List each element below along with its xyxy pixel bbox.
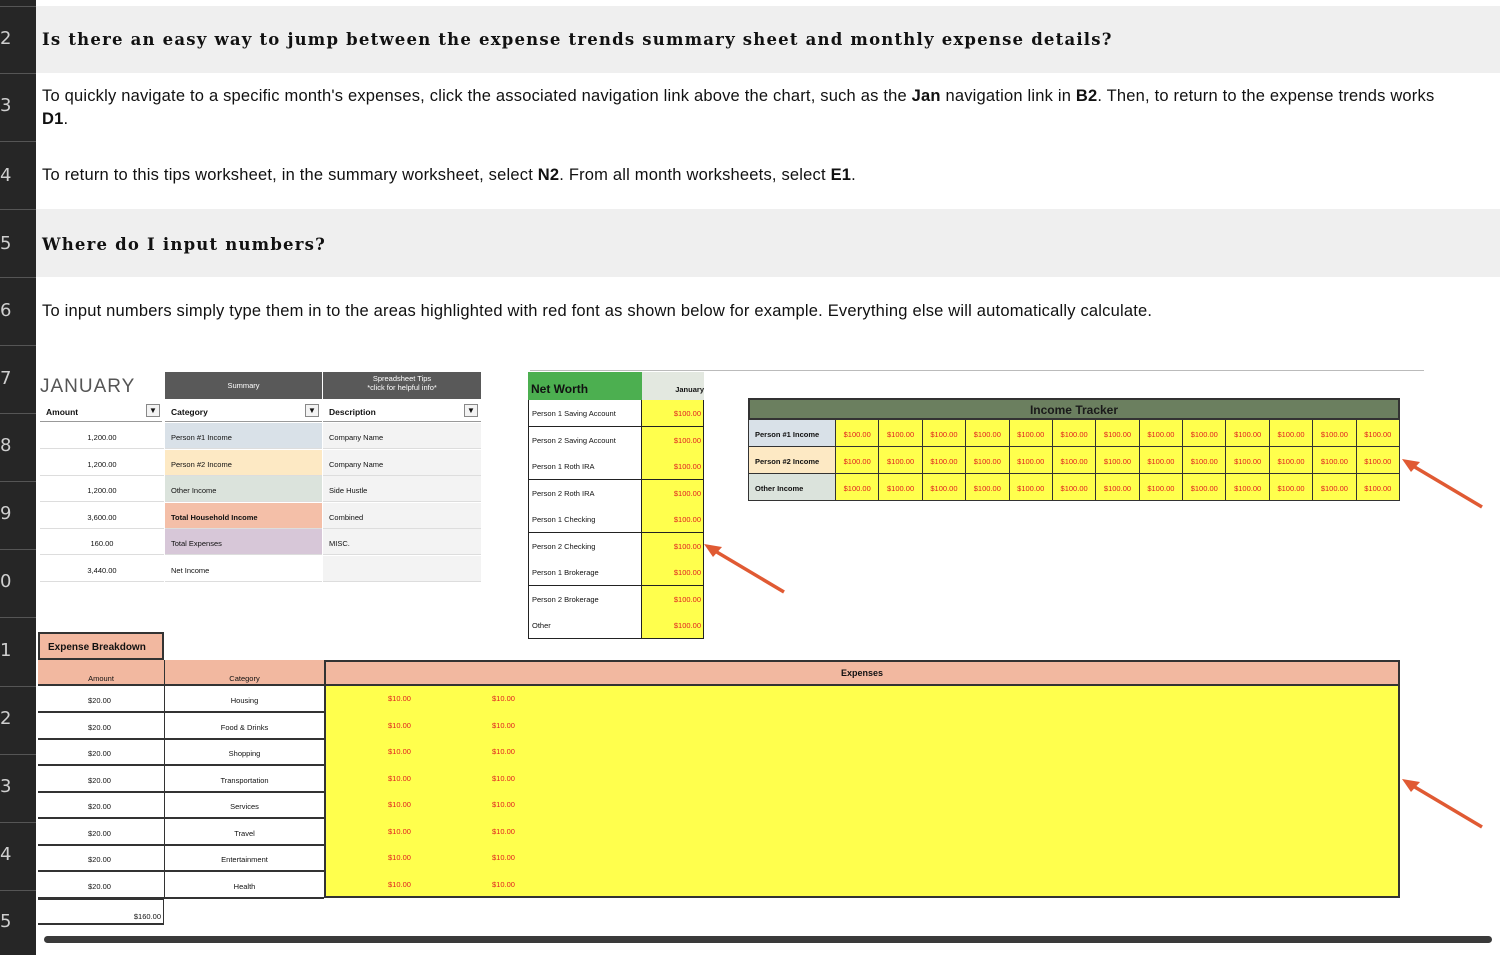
expense-value-input[interactable]: $10.00 <box>388 694 411 703</box>
expense-amount-cell: $20.00 <box>38 739 164 766</box>
faq-answer-navigation: To quickly navigate to a specific month's expenses, click the associated navigation link above the chart, such as the Jan navigation link in B2. Then, to return to the expense trends works <box>42 87 1435 105</box>
net-worth-value-input[interactable]: $100.00 <box>642 506 704 533</box>
row-number[interactable]: 5 <box>0 233 12 254</box>
income-tracker-value-input[interactable]: $100.00 <box>1270 447 1313 474</box>
row-number[interactable]: 5 <box>0 911 12 932</box>
january-description-cell[interactable]: Side Hustle <box>323 476 481 502</box>
january-description-cell[interactable]: Company Name <box>323 423 481 449</box>
income-tracker-value-input[interactable]: $100.00 <box>836 420 879 447</box>
january-category-cell: Other Income <box>165 476 322 502</box>
january-amount-cell[interactable]: 3,440.00 <box>40 556 164 582</box>
income-tracker-value-input[interactable]: $100.00 <box>966 447 1009 474</box>
expense-value-input[interactable]: $10.00 <box>492 826 515 836</box>
expense-amount-cell: $20.00 <box>38 686 164 713</box>
expense-category-cell: Services <box>164 792 324 819</box>
income-tracker-label: Other Income <box>748 474 836 501</box>
expense-category-cell: Transportation <box>164 766 324 793</box>
row-separator <box>0 277 36 278</box>
net-worth-label: Person 1 Saving Account <box>528 400 642 427</box>
description-column-header: Description <box>323 402 481 422</box>
january-amount-cell[interactable]: 1,200.00 <box>40 476 164 502</box>
row-number[interactable]: 3 <box>0 776 12 797</box>
row-header-column[interactable] <box>0 0 36 955</box>
row-separator <box>0 345 36 346</box>
expense-total: $160.00 <box>38 898 164 925</box>
row-separator <box>0 549 36 550</box>
faq-answer-input: To input numbers simply type them in to the areas highlighted with red font as shown below for example. Everything else will automatically calculate. <box>42 302 1153 320</box>
income-tracker-value-input[interactable]: $100.00 <box>879 420 922 447</box>
spreadsheet-tips-link[interactable]: Spreadsheet Tips *click for helpful info* <box>323 372 481 399</box>
income-tracker-value-input[interactable]: $100.00 <box>1140 474 1183 501</box>
row-separator <box>0 209 36 210</box>
net-worth-label: Person 2 Brokerage <box>528 586 642 613</box>
expense-value-input[interactable]: $10.00 <box>388 773 411 783</box>
net-worth-label: Person 1 Brokerage <box>528 559 642 586</box>
net-worth-value-input[interactable]: $100.00 <box>642 427 704 454</box>
expense-amount-cell: $20.00 <box>38 845 164 872</box>
income-tracker-value-input[interactable]: $100.00 <box>1357 447 1400 474</box>
row-number[interactable]: 6 <box>0 300 12 321</box>
filter-dropdown-icon[interactable]: ▼ <box>464 404 478 417</box>
income-tracker-value-input[interactable]: $100.00 <box>1053 447 1096 474</box>
net-worth-value-input[interactable]: $100.00 <box>642 480 704 507</box>
faq-question-input: Where do I input numbers? <box>42 235 327 254</box>
net-worth-label: Person 2 Saving Account <box>528 427 642 454</box>
net-worth-label: Person 1 Roth IRA <box>528 453 642 480</box>
row-number[interactable]: 4 <box>0 844 12 865</box>
row-number[interactable]: 2 <box>0 708 12 729</box>
row-number[interactable]: 4 <box>0 165 12 186</box>
income-tracker-value-input[interactable]: $100.00 <box>1140 447 1183 474</box>
income-tracker-value-input[interactable]: $100.00 <box>1183 474 1226 501</box>
expense-value-input[interactable]: $10.00 <box>388 826 411 836</box>
row-separator <box>0 890 36 891</box>
expense-category-header: Category <box>164 660 324 686</box>
income-tracker-value-input[interactable]: $100.00 <box>1010 420 1053 447</box>
income-tracker-value-input[interactable]: $100.00 <box>966 474 1009 501</box>
january-amount-cell[interactable]: 1,200.00 <box>40 423 164 449</box>
expense-value-input[interactable]: $10.00 <box>492 747 515 756</box>
net-worth-value-input[interactable]: $100.00 <box>642 400 704 427</box>
row-separator <box>0 822 36 823</box>
income-tracker-value-input[interactable]: $100.00 <box>836 474 879 501</box>
january-category-cell: Person #1 Income <box>165 423 322 449</box>
income-tracker-value-input[interactable]: $100.00 <box>1270 474 1313 501</box>
row-separator <box>0 617 36 618</box>
income-tracker-value-input[interactable]: $100.00 <box>1357 420 1400 447</box>
income-tracker-value-input[interactable]: $100.00 <box>1226 420 1269 447</box>
row-number[interactable]: 2 <box>0 28 12 49</box>
income-tracker-value-input[interactable]: $100.00 <box>1096 420 1139 447</box>
faq-question-navigation: Is there an easy way to jump between the expense trends summary sheet and monthly expense details? <box>42 30 1113 49</box>
expense-category-cell: Shopping <box>164 739 324 766</box>
expense-category-cell: Entertainment <box>164 845 324 872</box>
expense-value-input[interactable]: $10.00 <box>492 800 515 809</box>
income-tracker-value-input[interactable]: $100.00 <box>966 420 1009 447</box>
january-amount-cell[interactable]: 160.00 <box>40 529 164 555</box>
net-worth-value-input[interactable]: $100.00 <box>642 453 704 480</box>
separator-line <box>530 370 1424 371</box>
net-worth-title: Net Worth <box>528 372 642 400</box>
net-worth-value-input[interactable]: $100.00 <box>642 559 704 586</box>
faq-answer-return: To return to this tips worksheet, in the summary worksheet, select N2. From all month worksheets, select E1. <box>42 166 856 184</box>
income-tracker-value-input[interactable]: $100.00 <box>1270 420 1313 447</box>
row-number[interactable]: 0 <box>0 571 12 592</box>
january-description-cell[interactable]: Company Name <box>323 450 481 476</box>
expense-category-cell: Housing <box>164 686 324 713</box>
income-tracker-value-input[interactable]: $100.00 <box>1096 474 1139 501</box>
month-title: JANUARY <box>40 376 136 397</box>
net-worth-value-input[interactable]: $100.00 <box>642 533 704 560</box>
category-column-header: Category <box>165 402 322 422</box>
row-number[interactable]: 1 <box>0 640 12 661</box>
income-tracker-value-input[interactable]: $100.00 <box>923 447 966 474</box>
arrow-annotation-icon <box>700 540 790 600</box>
faq-answer-navigation-cont: D1. <box>42 110 69 128</box>
january-category-cell: Total Household Income <box>165 503 322 529</box>
expense-value-input[interactable]: $10.00 <box>492 853 515 862</box>
expense-value-input[interactable]: $10.00 <box>492 879 515 889</box>
expense-value-input[interactable]: $10.00 <box>388 720 411 730</box>
january-amount-cell[interactable]: 1,200.00 <box>40 450 164 476</box>
expense-value-input[interactable]: $10.00 <box>388 747 411 756</box>
expense-amount-cell: $20.00 <box>38 713 164 740</box>
expense-value-input[interactable]: $10.00 <box>492 720 515 730</box>
income-tracker-value-input[interactable]: $100.00 <box>1053 474 1096 501</box>
expense-breakdown-title: Expense Breakdown <box>38 632 164 660</box>
january-description-cell[interactable] <box>323 556 481 582</box>
income-tracker-value-input[interactable]: $100.00 <box>836 447 879 474</box>
income-tracker-value-input[interactable]: $100.00 <box>879 474 922 501</box>
income-tracker-value-input[interactable]: $100.00 <box>1140 420 1183 447</box>
row-separator <box>0 686 36 687</box>
row-separator <box>0 481 36 482</box>
summary-tab-link[interactable]: Summary <box>165 372 322 399</box>
january-description-cell[interactable]: Combined <box>323 503 481 529</box>
expense-value-input[interactable]: $10.00 <box>388 853 411 862</box>
income-tracker-value-input[interactable]: $100.00 <box>1010 447 1053 474</box>
income-tracker-value-input[interactable]: $100.00 <box>1096 447 1139 474</box>
income-tracker-label: Person #2 Income <box>748 447 836 474</box>
income-tracker-value-input[interactable]: $100.00 <box>1226 447 1269 474</box>
income-tracker-value-input[interactable]: $100.00 <box>1226 474 1269 501</box>
expense-amount-cell: $20.00 <box>38 872 164 899</box>
income-tracker-value-input[interactable]: $100.00 <box>1313 420 1356 447</box>
january-category-cell: Person #2 Income <box>165 450 322 476</box>
net-worth-label: Person 2 Roth IRA <box>528 480 642 507</box>
row-separator <box>0 754 36 755</box>
arrow-annotation-icon <box>1398 775 1488 835</box>
expense-value-input[interactable]: $10.00 <box>388 800 411 809</box>
net-worth-label: Person 1 Checking <box>528 506 642 533</box>
expenses-header: Expenses <box>324 660 1400 686</box>
income-tracker-label: Person #1 Income <box>748 420 836 447</box>
net-worth-label: Person 2 Checking <box>528 533 642 560</box>
expense-value-input[interactable]: $10.00 <box>388 879 411 889</box>
income-tracker-value-input[interactable]: $100.00 <box>1053 420 1096 447</box>
expense-category-cell: Travel <box>164 819 324 846</box>
row-number[interactable]: 9 <box>0 503 12 524</box>
row-separator <box>0 73 36 74</box>
income-tracker-value-input[interactable]: $100.00 <box>1183 447 1226 474</box>
january-category-cell: Total Expenses <box>165 529 322 555</box>
expense-amount-cell: $20.00 <box>38 792 164 819</box>
expense-category-cell: Food & Drinks <box>164 713 324 740</box>
net-worth-label: Other <box>528 612 642 639</box>
income-tracker-value-input[interactable]: $100.00 <box>1357 474 1400 501</box>
expense-amount-cell: $20.00 <box>38 766 164 793</box>
expense-category-cell: Health <box>164 872 324 899</box>
income-tracker-title: Income Tracker <box>748 398 1400 420</box>
income-tracker-value-input[interactable]: $100.00 <box>1010 474 1053 501</box>
row-separator <box>0 413 36 414</box>
filter-dropdown-icon[interactable]: ▼ <box>305 404 319 417</box>
row-number[interactable]: 7 <box>0 368 12 389</box>
arrow-annotation-icon <box>1398 455 1488 515</box>
net-worth-value-input[interactable]: $100.00 <box>642 586 704 613</box>
expense-value-input[interactable]: $10.00 <box>492 694 515 703</box>
expense-value-input[interactable]: $10.00 <box>492 773 515 783</box>
filter-dropdown-icon[interactable]: ▼ <box>146 404 160 417</box>
net-worth-value-input[interactable]: $100.00 <box>642 612 704 639</box>
horizontal-scrollbar[interactable] <box>44 936 1492 943</box>
amount-column-header: Amount <box>40 402 162 422</box>
income-tracker-value-input[interactable]: $100.00 <box>923 420 966 447</box>
income-tracker-value-input[interactable]: $100.00 <box>923 474 966 501</box>
row-separator <box>0 141 36 142</box>
row-number[interactable]: 8 <box>0 435 12 456</box>
net-worth-month-header: January <box>642 372 704 400</box>
row-number[interactable]: 3 <box>0 95 12 116</box>
income-tracker-value-input[interactable]: $100.00 <box>879 447 922 474</box>
expenses-input-area[interactable] <box>324 686 1400 898</box>
expense-amount-cell: $20.00 <box>38 819 164 846</box>
expense-amount-header: Amount <box>38 660 164 686</box>
row-separator <box>0 6 36 7</box>
income-tracker-value-input[interactable]: $100.00 <box>1313 447 1356 474</box>
january-category-cell: Net Income <box>165 556 322 582</box>
income-tracker-value-input[interactable]: $100.00 <box>1313 474 1356 501</box>
january-description-cell[interactable]: MISC. <box>323 529 481 555</box>
income-tracker-value-input[interactable]: $100.00 <box>1183 420 1226 447</box>
january-amount-cell[interactable]: 3,600.00 <box>40 503 164 529</box>
